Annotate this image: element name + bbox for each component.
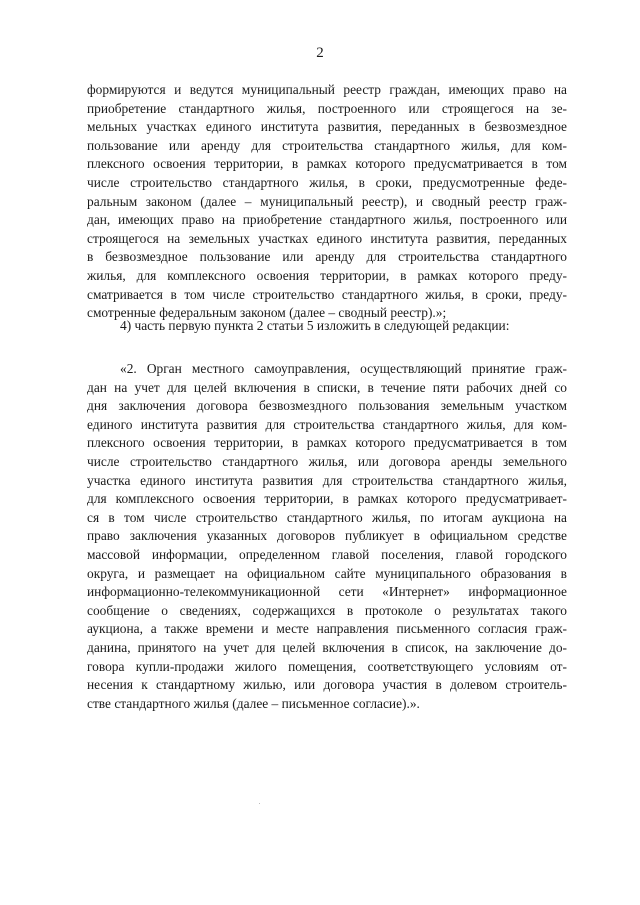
text-line: участка единого института развития для строительства стандартного жилья,: [87, 472, 567, 488]
text-line: пользование или аренду для строительства стандартного жилья, для ком-: [87, 137, 567, 153]
text-line: приобретение стандартного жилья, построенного или строящегося на зе-: [87, 100, 567, 116]
text-line: массовой информации, определенном главой поселения, главой городского: [87, 546, 567, 562]
text-line: плексного освоения территории, в рамках которого предусматривается в том: [87, 156, 567, 172]
text-line: дан, имеющих право на приобретение стандартного жилья, построенного или: [87, 212, 567, 228]
text-line: строящегося на земельных участках единого института развития, переданных: [87, 230, 567, 246]
text-line: говора купли-продажи жилого помещения, соответствующего условиям от-: [87, 658, 567, 674]
paragraph-registry-continuation: [87, 81, 567, 323]
text-line: в безвозмездное пользование или аренду для строительства стандартного: [87, 249, 567, 265]
text-line: формируются и ведутся муниципальный реестр граждан, имеющих право на: [87, 82, 567, 97]
text-line: сообщение о сведениях, содержащихся в протоколе о результатах такого: [87, 602, 567, 618]
text-line: плексного освоения территории, в рамках которого предусматривается в том: [87, 435, 567, 451]
text-line: данина, принятого на учет для целей включения в список, на заключение до-: [87, 639, 567, 655]
text-line: жилья, для комплексного освоения территории, в рамках которого преду-: [87, 267, 567, 283]
text-line: несения к стандартному жилью, или договора участия в долевом строитель-: [87, 677, 567, 693]
text-line: аукциона, а также времени и месте направления письменного согласия граж-: [87, 621, 567, 637]
text-line: дня заключения договора безвозмездного пользования земельным участком: [87, 398, 567, 414]
text-line: стве стандартного жилья (далее – письменное согласие).».: [87, 695, 420, 711]
text-line: единого института развития для строительства стандартного жилья, для ком-: [87, 416, 567, 432]
text-line: числе строительство стандартного жилья, или договора аренды земельного: [87, 453, 567, 469]
text-line: для комплексного освоения территории, в рамках которого предусматривает-: [87, 491, 567, 507]
text-line: право заключения указанных договоров публикует в официальном средстве: [87, 528, 567, 544]
text-line: смотренные федеральным законом (далее – сводный реестр).»;: [87, 305, 447, 321]
text-line: дан на учет для целей включения в списки, в течение пяти рабочих дней со: [87, 379, 567, 395]
text-line: ральным законом (далее – муниципальный реестр), и сводный реестр граж-: [87, 193, 567, 209]
text-line: числе строительство стандартного жилья, в сроки, предусмотренные феде-: [87, 174, 567, 190]
text-line: округа, и размещает на официальном сайте муниципального образования в: [87, 565, 567, 581]
text-line: «2. Орган местного самоуправления, осуществляющий принятие граж-: [120, 361, 567, 376]
text-line: мельных участках единого института развития, переданных в безвозмездное: [87, 119, 567, 135]
paragraph-new-wording-clause-2: [87, 360, 567, 713]
page-number: 2: [316, 45, 324, 61]
paragraph-amendment-item-4: [87, 317, 567, 336]
text-line: информационно-телекоммуникационной сети «Интернет» информационное: [87, 584, 567, 600]
scan-speck: [259, 803, 260, 804]
text-line: ся в том числе строительство стандартного жилья, по итогам аукциона на: [87, 509, 567, 525]
text-line: 4) часть первую пункта 2 статьи 5 изложить в следующей редакции:: [120, 318, 510, 333]
text-line: сматривается в том числе строительство стандартного жилья, в сроки, преду-: [87, 286, 567, 302]
